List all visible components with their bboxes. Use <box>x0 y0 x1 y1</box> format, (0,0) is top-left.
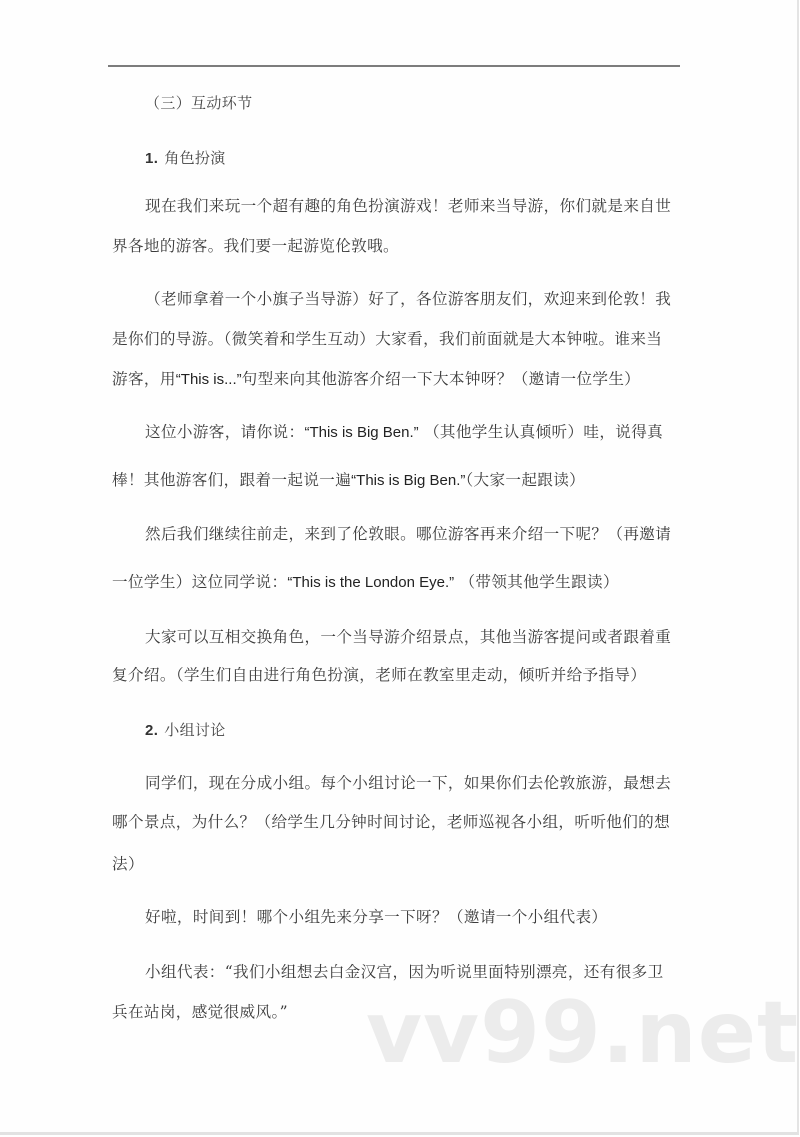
paragraph-line: 复介绍。（学生们自由进行角色扮演，老师在教室里走动，倾听并给予指导） <box>112 666 647 684</box>
header-rule <box>108 65 680 67</box>
paragraph-line: 兵在站岗，感觉很威风。” <box>112 1003 288 1021</box>
text-segment: 句型来向其他游客介绍一下大本钟呀？（邀请一位学生） <box>241 370 641 388</box>
paragraph-line: 哪个景点，为什么？（给学生几分钟时间讨论，老师巡视各小组，听听他们的想 <box>112 813 671 831</box>
text-segment: （大家一起跟读） <box>465 471 586 489</box>
paragraph-line: 好啦，时间到！哪个小组先来分享一下呀？（邀请一个小组代表） <box>145 908 608 926</box>
section-heading: （三）互动环节 <box>145 94 253 112</box>
paragraph-line <box>112 572 619 593</box>
paragraph-line: 界各地的游客。我们要一起游览伦敦哦。 <box>112 237 399 255</box>
paragraph-line: 小组代表：“我们小组想去白金汉宫，因为听说里面特别漂亮，还有很多卫 <box>145 963 664 981</box>
text-segment: 游客，用 <box>112 370 176 388</box>
subsection-number: 2. <box>145 722 159 739</box>
english-phrase: “This is Big Ben.” <box>351 472 466 489</box>
paragraph-line: 同学们，现在分成小组。每个小组讨论一下，如果你们去伦敦旅游，最想去 <box>145 774 672 792</box>
english-phrase: “This is...” <box>175 371 242 388</box>
paragraph-line: 现在我们来玩一个超有趣的角色扮演游戏！老师来当导游，你们就是来自世 <box>145 197 672 215</box>
english-phrase: “This is Big Ben.” <box>304 424 419 441</box>
watermark: vv99.net <box>366 983 800 1083</box>
text-segment: 棒！其他游客们，跟着一起说一遍 <box>112 471 352 489</box>
paragraph-line <box>112 470 585 491</box>
text-segment: 这位小游客，请你说： <box>145 423 305 441</box>
paragraph-line: 然后我们继续往前走，来到了伦敦眼。哪位游客再来介绍一下呢？（再邀请 <box>145 525 672 543</box>
text-segment: （带领其他学生跟读） <box>454 573 619 591</box>
english-phrase: “This is the London Eye.” <box>287 574 455 591</box>
paragraph-line: 是你们的导游。（微笑着和学生互动）大家看，我们前面就是大本钟啦。谁来当 <box>112 330 663 348</box>
paragraph-line <box>145 422 663 443</box>
paragraph-line: 大家可以互相交换角色，一个当导游介绍景点，其他当游客提问或者跟着重 <box>145 628 672 646</box>
text-segment: （其他学生认真倾听）哇，说得真 <box>418 423 664 441</box>
text-segment: 一位学生）这位同学说： <box>112 573 288 591</box>
paragraph-line: （老师拿着一个小旗子当导游）好了，各位游客朋友们，欢迎来到伦敦！我 <box>145 290 672 308</box>
subsection-title-text: 角色扮演 <box>164 149 226 167</box>
subsection-title-role-play <box>145 148 226 169</box>
paragraph-line: 法） <box>112 855 144 873</box>
paragraph-line <box>112 369 640 390</box>
subsection-title-group-discussion <box>145 720 226 741</box>
subsection-title-text: 小组讨论 <box>164 721 226 739</box>
subsection-number: 1. <box>145 150 159 167</box>
